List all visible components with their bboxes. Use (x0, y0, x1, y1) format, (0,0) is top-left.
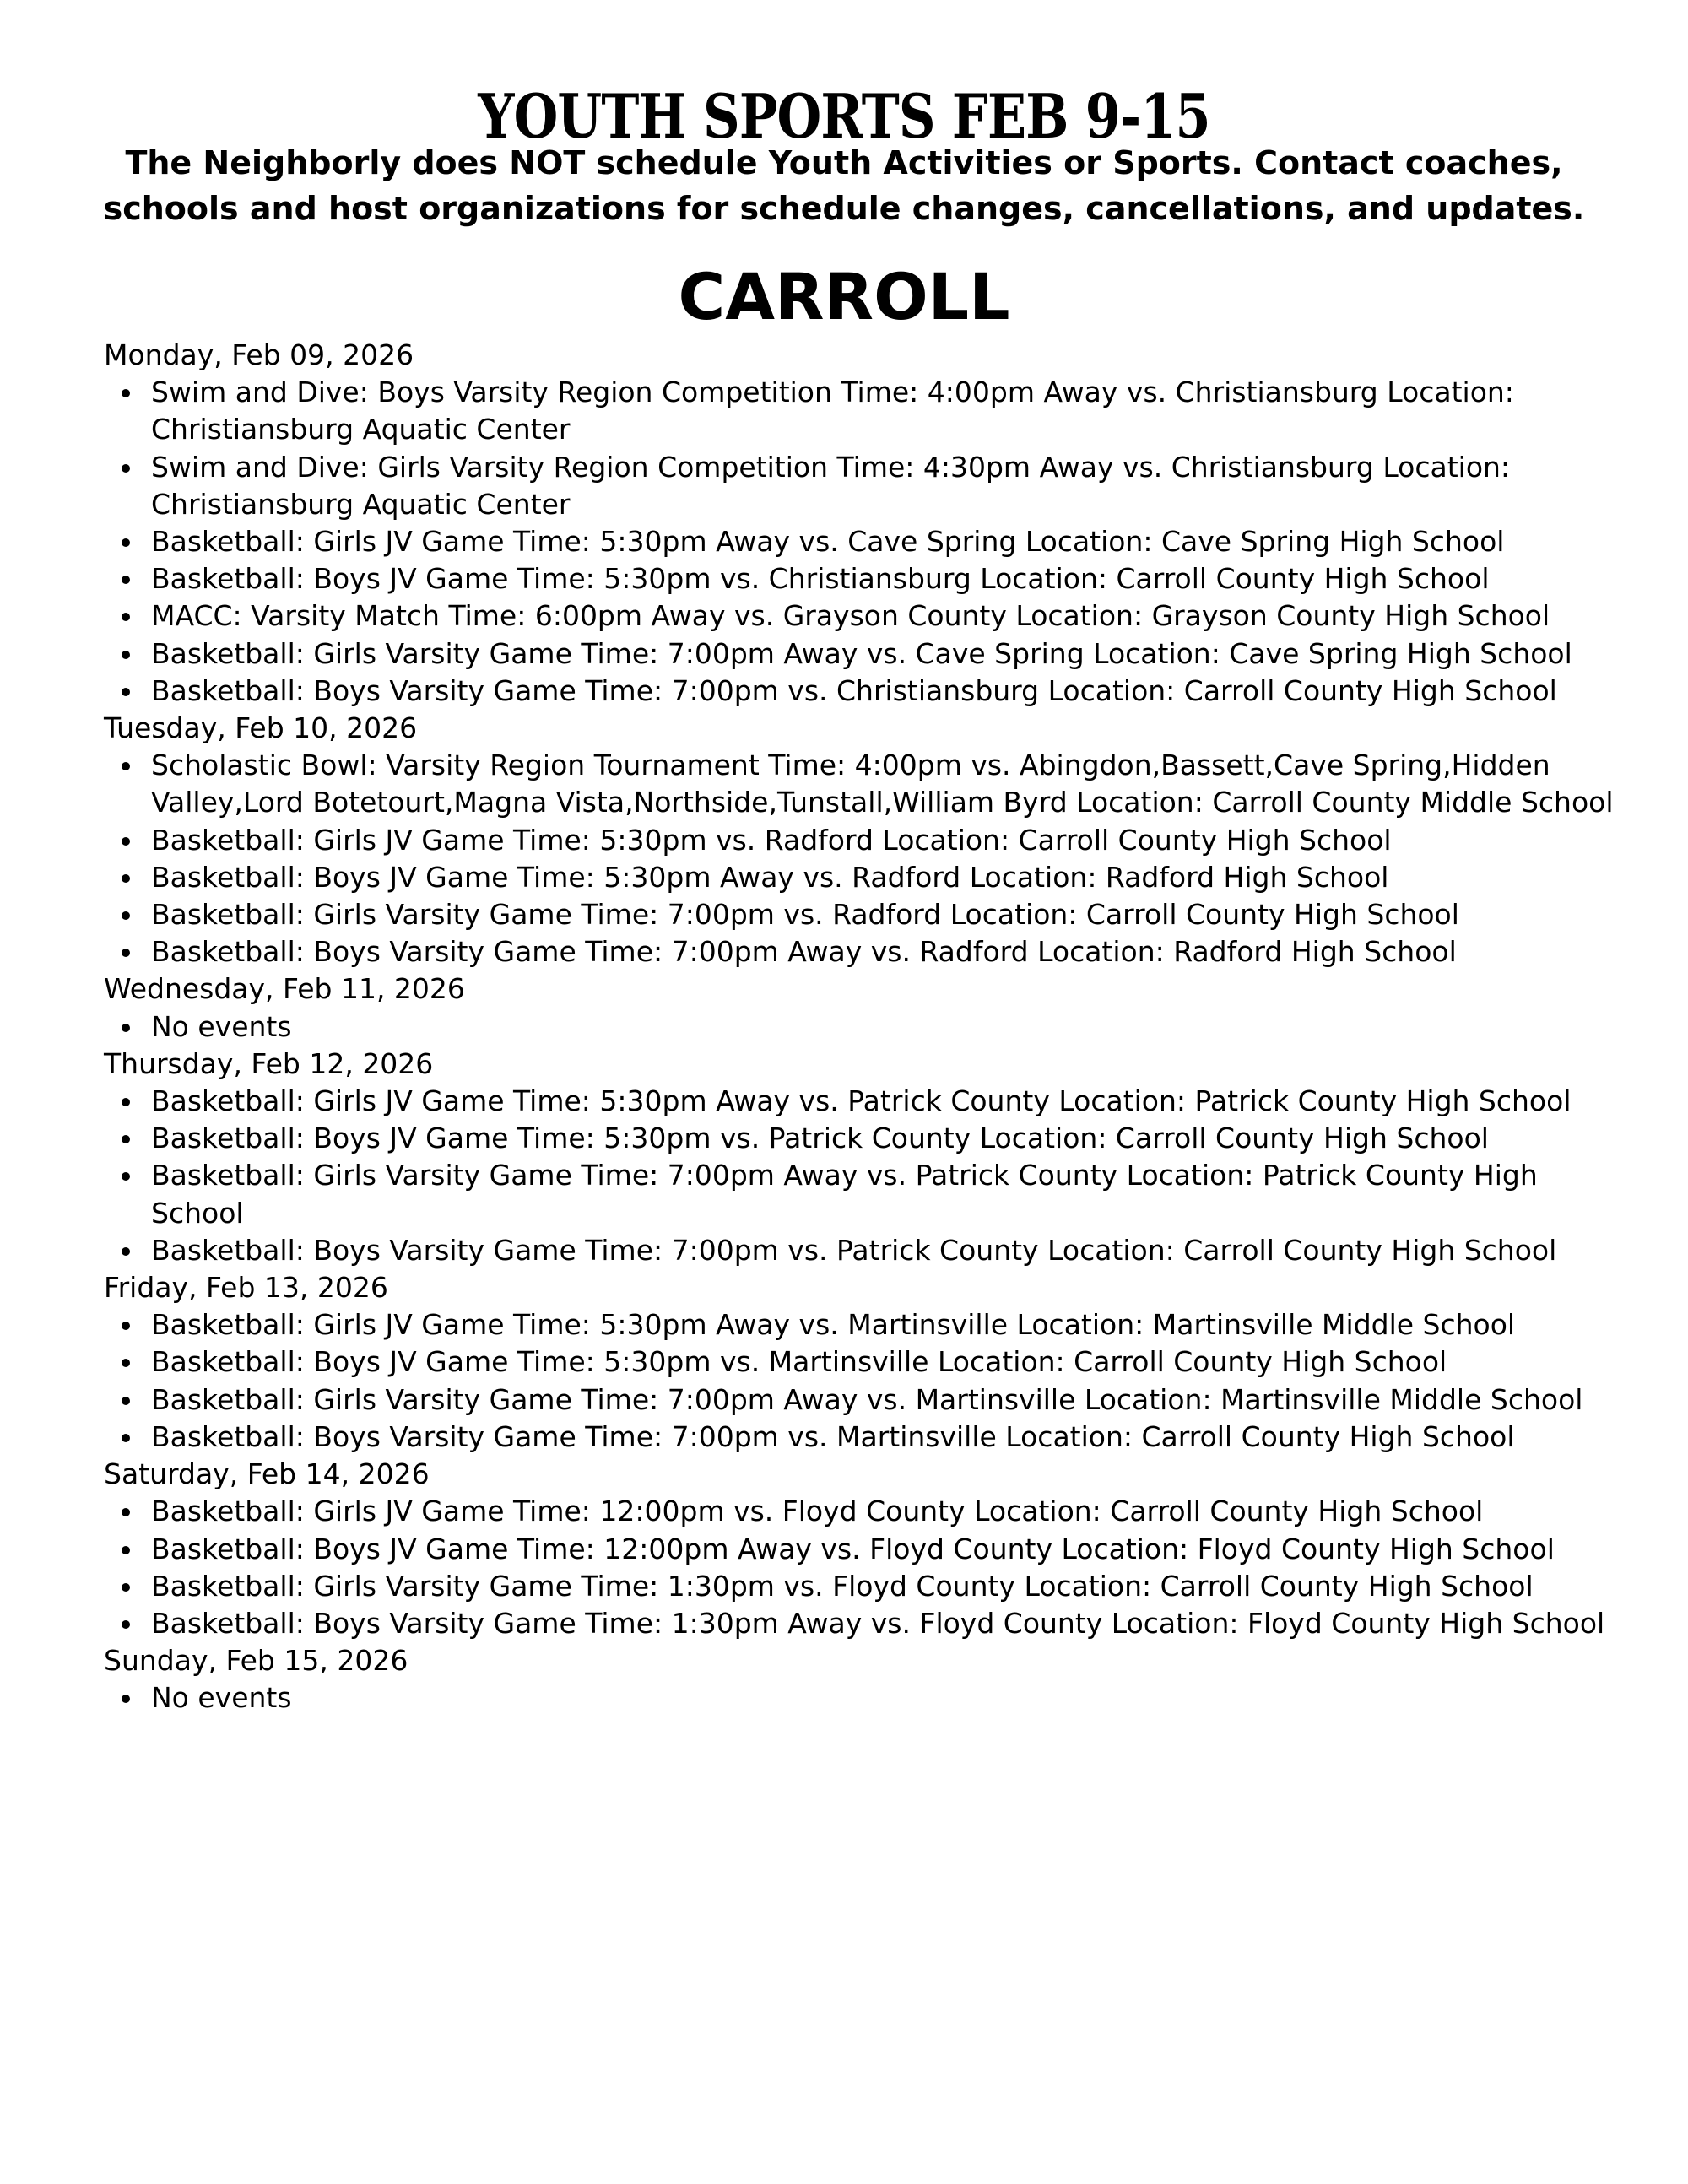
list-item: Basketball: Girls Varsity Game Time: 7:00pm vs. Radford Location: Carroll County High School (151, 896, 1623, 933)
list-item: Basketball: Boys JV Game Time: 5:30pm vs. Patrick County Location: Carroll County High School (151, 1120, 1623, 1157)
day-section (104, 710, 1623, 970)
list-item: Basketball: Boys JV Game Time: 12:00pm Away vs. Floyd County Location: Floyd County High School (151, 1531, 1623, 1568)
county-heading: CARROLL (678, 259, 1010, 334)
event-list (104, 1008, 1623, 1046)
list-item: No events (151, 1008, 1623, 1046)
event-list (104, 1306, 1623, 1456)
list-item: Basketball: Boys JV Game Time: 5:30pm vs. Christiansburg Location: Carroll County High School (151, 560, 1623, 597)
list-item: Basketball: Girls JV Game Time: 5:30pm Away vs. Cave Spring Location: Cave Spring High School (151, 523, 1623, 560)
list-item: MACC: Varsity Match Time: 6:00pm Away vs. Grayson County Location: Grayson County High School (151, 597, 1623, 635)
list-item: Scholastic Bowl: Varsity Region Tournament Time: 4:00pm vs. Abingdon,Bassett,Cave Spring,Hidden Valley,Lord Botetourt,Magna Vista,Northside,Tunstall,William Byrd Location: Carroll County Middle School (151, 747, 1623, 821)
list-item: Basketball: Girls JV Game Time: 5:30pm Away vs. Martinsville Location: Martinsville Middle School (151, 1306, 1623, 1343)
day-section (104, 1269, 1623, 1456)
list-item: Basketball: Girls JV Game Time: 5:30pm Away vs. Patrick County Location: Patrick County High School (151, 1083, 1623, 1120)
list-item: Basketball: Boys Varsity Game Time: 7:00pm vs. Christiansburg Location: Carroll County High School (151, 673, 1623, 710)
list-item: Basketball: Girls Varsity Game Time: 7:00pm Away vs. Patrick County Location: Patrick County High School (151, 1157, 1623, 1231)
list-item: Basketball: Girls Varsity Game Time: 7:00pm Away vs. Cave Spring Location: Cave Spring High School (151, 635, 1623, 673)
event-list (104, 1493, 1623, 1642)
page-title: YOUTH SPORTS FEB 9-15 (478, 80, 1210, 152)
list-item: Basketball: Girls JV Game Time: 12:00pm vs. Floyd County Location: Carroll County High School (151, 1493, 1623, 1530)
event-list (104, 374, 1623, 710)
list-item: Swim and Dive: Boys Varsity Region Competition Time: 4:00pm Away vs. Christiansburg Location: Christiansburg Aquatic Center (151, 374, 1623, 448)
day-section (104, 970, 1623, 1045)
list-item: Basketball: Boys JV Game Time: 5:30pm vs. Martinsville Location: Carroll County High School (151, 1343, 1623, 1381)
list-item: Basketball: Girls Varsity Game Time: 1:30pm vs. Floyd County Location: Carroll County High School (151, 1568, 1623, 1605)
day-date: Monday, Feb 09, 2026 (104, 338, 414, 371)
list-item: Basketball: Girls Varsity Game Time: 7:00pm Away vs. Martinsville Location: Martinsville Middle School (151, 1381, 1623, 1419)
list-item: Basketball: Girls JV Game Time: 5:30pm vs. Radford Location: Carroll County High School (151, 822, 1623, 859)
day-section (104, 1456, 1623, 1642)
event-list (104, 747, 1623, 970)
list-item: Basketball: Boys Varsity Game Time: 7:00pm Away vs. Radford Location: Radford High School (151, 933, 1623, 970)
list-item: Basketball: Boys Varsity Game Time: 7:00pm vs. Patrick County Location: Carroll County High School (151, 1232, 1623, 1269)
day-date: Wednesday, Feb 11, 2026 (104, 972, 465, 1006)
disclaimer-line: The Neighborly does NOT schedule Youth Activities or Sports. Contact coaches, (125, 144, 1563, 181)
day-section (104, 1046, 1623, 1269)
disclaimer-text (0, 140, 1688, 231)
list-item: Basketball: Boys Varsity Game Time: 7:00pm vs. Martinsville Location: Carroll County High School (151, 1419, 1623, 1456)
event-list (104, 1679, 1623, 1716)
disclaimer-line: schools and host organizations for schedule changes, cancellations, and updates. (103, 190, 1585, 227)
day-date: Sunday, Feb 15, 2026 (104, 1644, 408, 1678)
day-date: Thursday, Feb 12, 2026 (104, 1046, 434, 1080)
list-item: No events (151, 1679, 1623, 1716)
weekly-schedule (104, 337, 1623, 1717)
day-date: Tuesday, Feb 10, 2026 (104, 711, 418, 745)
day-section (104, 1642, 1623, 1716)
day-section (104, 337, 1623, 710)
list-item: Basketball: Boys JV Game Time: 5:30pm Away vs. Radford Location: Radford High School (151, 859, 1623, 896)
day-date: Friday, Feb 13, 2026 (104, 1271, 388, 1305)
day-date: Saturday, Feb 14, 2026 (104, 1457, 430, 1491)
list-item: Basketball: Boys Varsity Game Time: 1:30pm Away vs. Floyd County Location: Floyd County High School (151, 1605, 1623, 1642)
event-list (104, 1083, 1623, 1269)
list-item: Swim and Dive: Girls Varsity Region Competition Time: 4:30pm Away vs. Christiansburg Location: Christiansburg Aquatic Center (151, 449, 1623, 523)
